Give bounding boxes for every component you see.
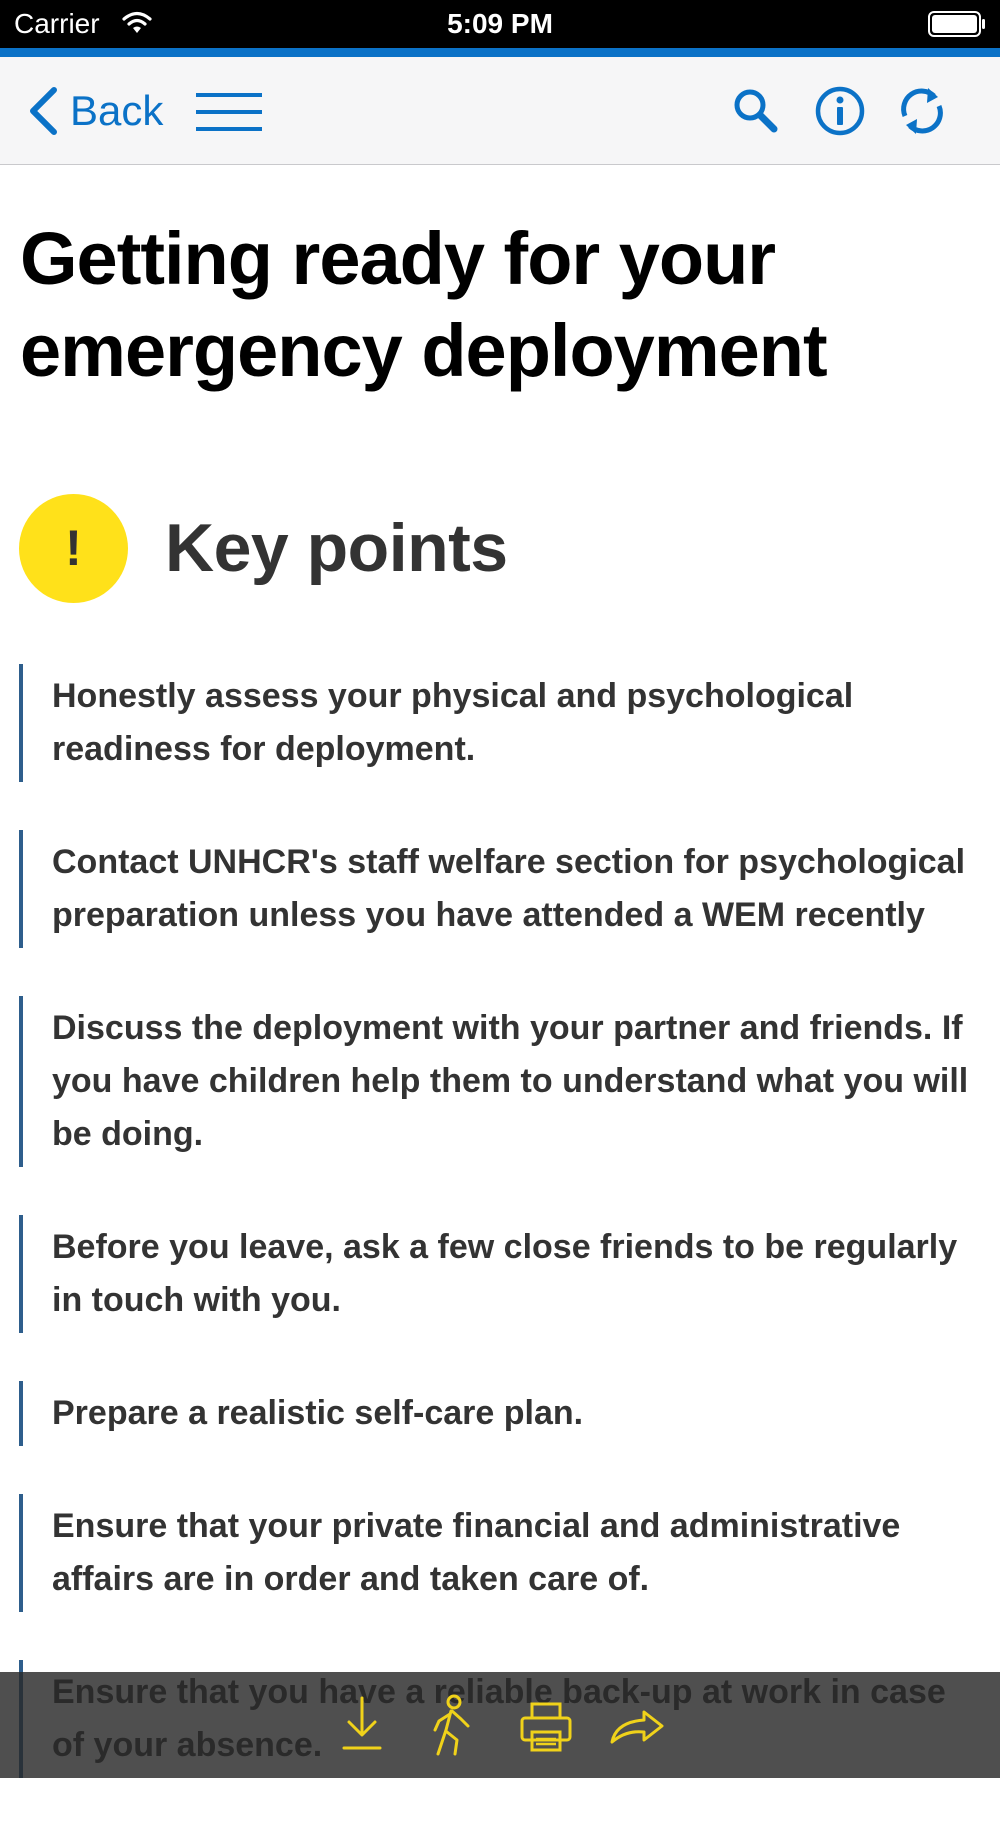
key-points-header: [19, 493, 508, 603]
list-item: Ensure that your private financial and administrative affairs are in order and taken care of.: [19, 1494, 979, 1612]
print-icon[interactable]: [516, 1694, 576, 1758]
page-title: Getting ready for your emergency deployment: [20, 217, 827, 392]
list-item: Contact UNHCR's staff welfare section for psychological preparation unless you have attended a WEM recently: [19, 830, 979, 948]
bottom-toolbar: [0, 1672, 1000, 1778]
list-item: Discuss the deployment with your partner and friends. If you have children help them to understand what you will be doing.: [19, 996, 979, 1167]
battery-icon: [928, 11, 986, 37]
back-button[interactable]: [26, 83, 163, 139]
carrier-label: Carrier: [14, 8, 100, 39]
info-icon[interactable]: [814, 85, 866, 137]
list-item: Honestly assess your physical and psychological readiness for deployment.: [19, 664, 979, 782]
section-title: Key points: [165, 510, 508, 586]
share-icon[interactable]: [606, 1694, 666, 1758]
status-bar: [0, 0, 1000, 48]
list-item: Before you leave, ask a few close friends to be regularly in touch with you.: [19, 1215, 979, 1333]
chevron-left-icon: [26, 86, 60, 136]
key-points-list: [19, 664, 979, 1826]
nav-bar: [0, 57, 1000, 165]
exclamation-icon: !: [19, 494, 128, 603]
status-time: 5:09 PM: [447, 8, 553, 39]
list-item: Prepare a realistic self-care plan.: [19, 1381, 979, 1446]
walking-person-icon[interactable]: [424, 1694, 484, 1758]
accent-line: [0, 48, 1000, 57]
refresh-icon[interactable]: [896, 85, 948, 137]
menu-icon[interactable]: [196, 92, 262, 132]
back-label: Back: [70, 87, 164, 134]
search-icon[interactable]: [730, 85, 782, 137]
download-icon[interactable]: [332, 1694, 392, 1758]
